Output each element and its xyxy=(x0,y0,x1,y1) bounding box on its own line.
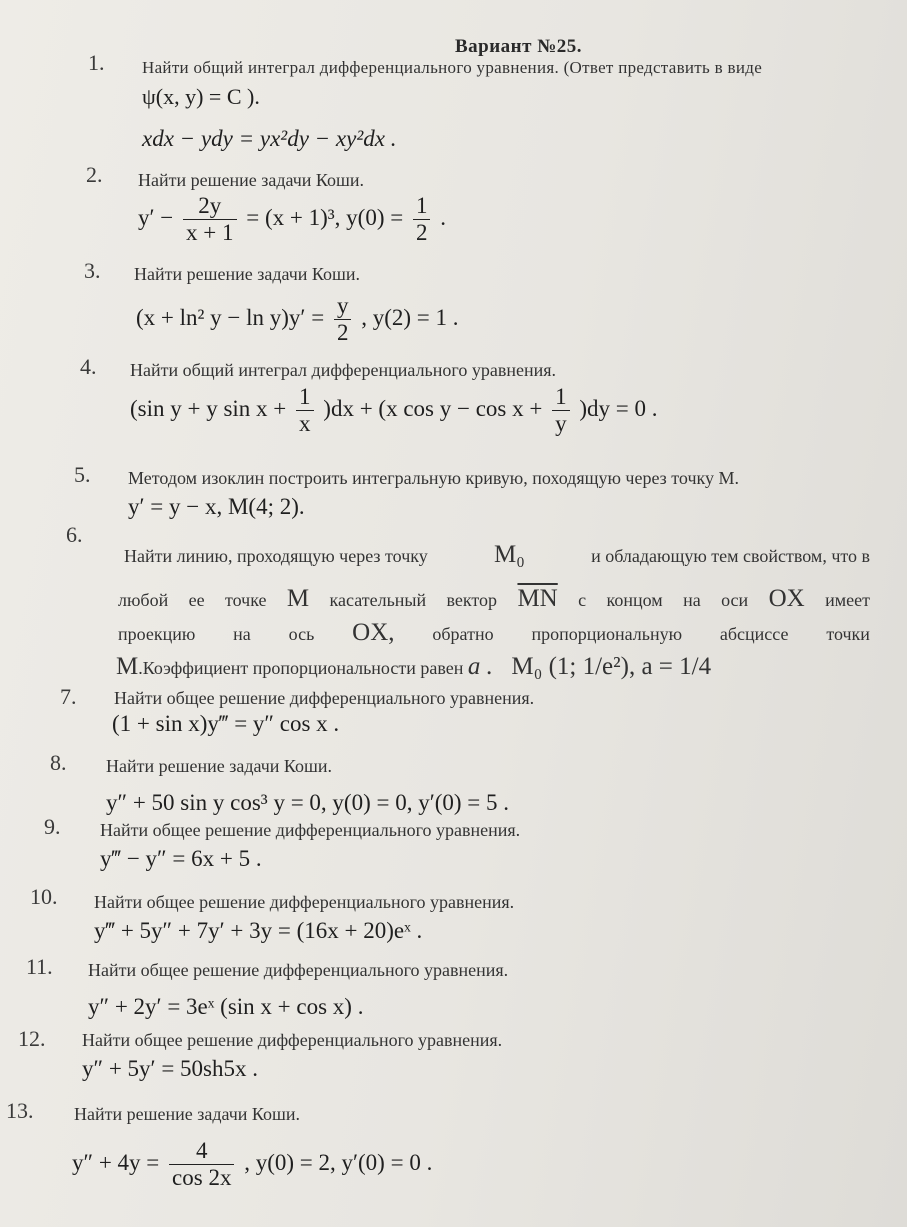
problem-10-equation: y‴ + 5y″ + 7y′ + 3y = (16x + 20)eˣ . xyxy=(94,918,423,943)
problem-7-text: Найти общее решение дифференциального уравнения. xyxy=(114,688,535,708)
problem-5-equation: y′ = y − x, M(4; 2). xyxy=(128,494,305,519)
problem-6-number: 6. xyxy=(66,522,83,547)
problem-1-text-cont: ψ(x, y) = C ). xyxy=(142,84,260,109)
problem-12-equation: y″ + 5y′ = 50sh5x . xyxy=(82,1056,259,1081)
problem-1-text: Найти общий интеграл дифференциального уравнения. (Ответ представить в виде xyxy=(142,58,763,77)
problem-8-number: 8. xyxy=(50,750,67,775)
problem-11-text: Найти общее решение дифференциального уравнения. xyxy=(88,960,509,980)
problem-11-equation: y″ + 2y′ = 3eˣ (sin x + cos x) . xyxy=(88,994,364,1019)
problem-11-number: 11. xyxy=(26,954,53,979)
problem-9-text: Найти общее решение дифференциального уравнения. xyxy=(100,820,521,840)
problem-3-equation: (x + ln² y − ln y)y′ = $\frac{y}{2}$ , y(2) = 1 . xyxy=(136,293,459,346)
problem-13-text: Найти решение задачи Коши. xyxy=(74,1104,301,1124)
problem-10-text: Найти общее решение дифференциального уравнения. xyxy=(94,892,515,912)
problem-7-number: 7. xyxy=(60,684,77,709)
problem-4-number: 4. xyxy=(80,354,97,379)
problem-6-line-4: M.Коэффициент пропорциональности равен a . M₀ (1; 1/e²), a = 1/4 xyxy=(116,653,712,680)
problem-5-number: 5. xyxy=(74,462,91,487)
problem-3-number: 3. xyxy=(84,258,101,283)
problem-4-equation: (sin y + y sin x + $\frac{1}{x}$ )dx + (x cos y − cos x + $\frac{1}{y}$ )dy = 0 . xyxy=(130,384,658,437)
problem-8-text: Найти решение задачи Коши. xyxy=(106,756,333,776)
problem-7-equation: (1 + sin x)y‴ = y″ cos x . xyxy=(112,711,340,736)
problem-2-number: 2. xyxy=(86,162,103,187)
problem-12-text: Найти общее решение дифференциального уравнения. xyxy=(82,1030,503,1050)
problem-3-text: Найти решение задачи Коши. xyxy=(134,264,361,284)
problem-8-equation: y″ + 50 sin y cos³ y = 0, y(0) = 0, y′(0) = 5 . xyxy=(106,790,510,815)
problem-6-line-2: любой ее точке M касательный вектор $\overline{MN}$ с концом на оси OX имеет xyxy=(118,585,870,612)
problem-13-number: 13. xyxy=(6,1098,34,1123)
problem-10-number: 10. xyxy=(30,884,58,909)
problem-5-text: Методом изоклин построить интегральную кривую, походящую через точку М. xyxy=(128,468,739,488)
variant-title: Вариант №25. xyxy=(455,36,583,57)
problem-13-equation: y″ + 4y = $\frac{4}{\cos 2x}$ , y(0) = 2, y′(0) = 0 . xyxy=(72,1138,433,1191)
problem-4-text: Найти общий интеграл дифференциального уравнения. xyxy=(130,360,556,380)
problem-6-line-3: проекцию на ось OX, обратно пропорциональную абсциссе точки xyxy=(118,619,870,646)
problem-1-equation: xdx − ydy = yx²dy − xy²dx . xyxy=(142,126,397,151)
problem-2-text: Найти решение задачи Коши. xyxy=(138,170,365,190)
problem-12-number: 12. xyxy=(18,1026,46,1051)
problem-9-equation: y‴ − y″ = 6x + 5 . xyxy=(100,846,262,871)
problem-1-number: 1. xyxy=(88,50,105,75)
problem-9-number: 9. xyxy=(44,814,61,839)
problem-6-line-1: Найти линию, проходящую через точку M₀ и обладающую тем свойством, что в xyxy=(124,541,870,568)
problem-2-equation: y′ − $\frac{2y}{x + 1}$ = (x + 1)³, y(0) = $\frac{1}{2}$ . xyxy=(138,193,446,246)
